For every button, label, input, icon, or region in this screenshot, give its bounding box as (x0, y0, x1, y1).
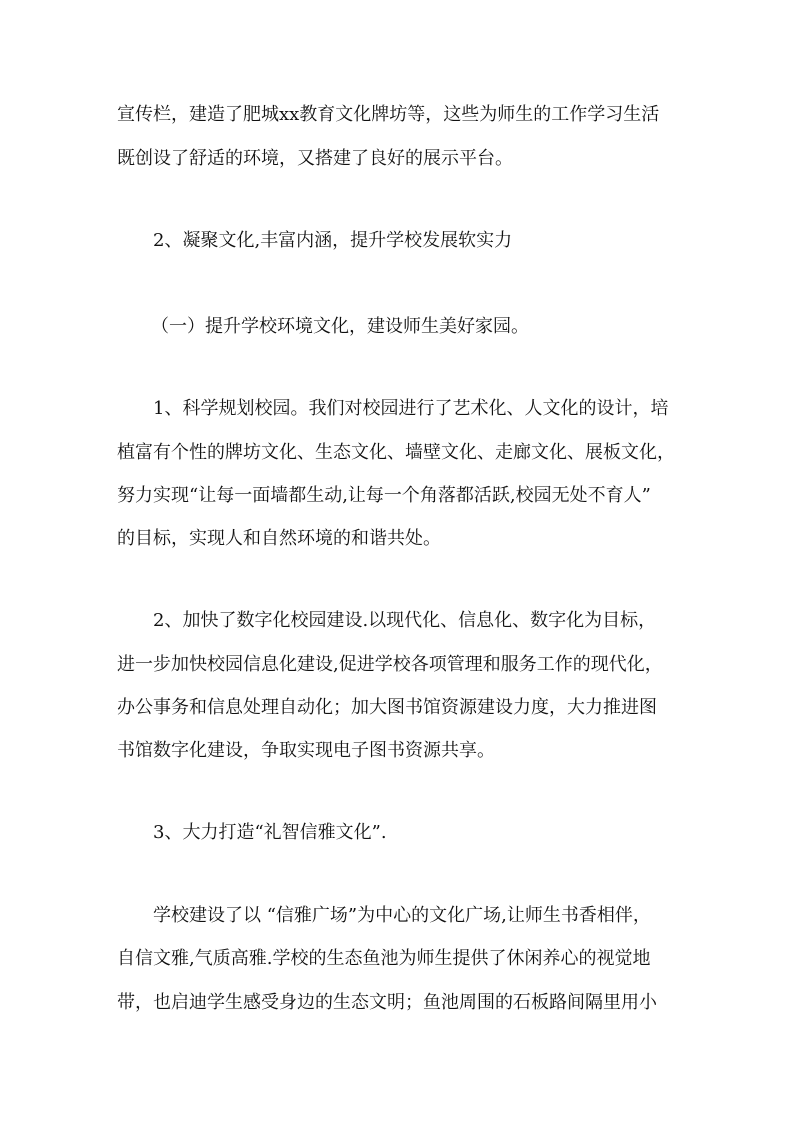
item-1-line-4: 的目标，实现人和自然环境的和谐共处。 (117, 528, 441, 549)
item-3-heading: 3、大力打造“礼智信雅文化”. (153, 822, 387, 843)
last-paragraph-line-2: 自信文雅,气质高雅.学校的生态鱼池为师生提供了休闲养心的视觉地 (117, 948, 651, 969)
item-1-line-2: 植富有个性的牌坊文化、生态文化、墙壁文化、走廊文化、展板文化， (117, 442, 675, 463)
item-2-line-1: 2、加快了数字化校园建设.以现代化、信息化、数字化为目标， (153, 610, 657, 631)
subsection-heading-1: （一）提升学校环境文化，建设师生美好家园。 (151, 316, 529, 337)
intro-line-2: 既创设了舒适的环境，又搭建了良好的展示平台。 (117, 148, 513, 169)
item-1-line-3: 努力实现“让每一面墙都生动,让每一个角落都活跃,校园无处不育人” (117, 485, 651, 506)
last-paragraph-line-3: 带，也启迪学生感受身边的生态文明；鱼池周围的石板路间隔里用小 (117, 992, 657, 1013)
last-paragraph-line-1: 学校建设了以 “信雅广场”为中心的文化广场,让师生书香相伴， (153, 905, 651, 926)
item-2-line-2: 进一步加快校园信息化建设,促进学校各项管理和服务工作的现代化， (117, 654, 663, 675)
section-heading-2: 2、凝聚文化,丰富内涵，提升学校发展软实力 (153, 230, 513, 251)
item-2-line-4: 书馆数字化建设，争取实现电子图书资源共享。 (117, 740, 495, 761)
item-1-line-1: 1、科学规划校园。我们对校园进行了艺术化、人文化的设计，培 (153, 398, 669, 419)
intro-line-1: 宣传栏，建造了肥城xx教育文化牌坊等，这些为师生的工作学习生活 (117, 104, 660, 125)
item-2-line-3: 办公事务和信息处理自动化；加大图书馆资源建设力度，大力推进图 (117, 697, 657, 718)
